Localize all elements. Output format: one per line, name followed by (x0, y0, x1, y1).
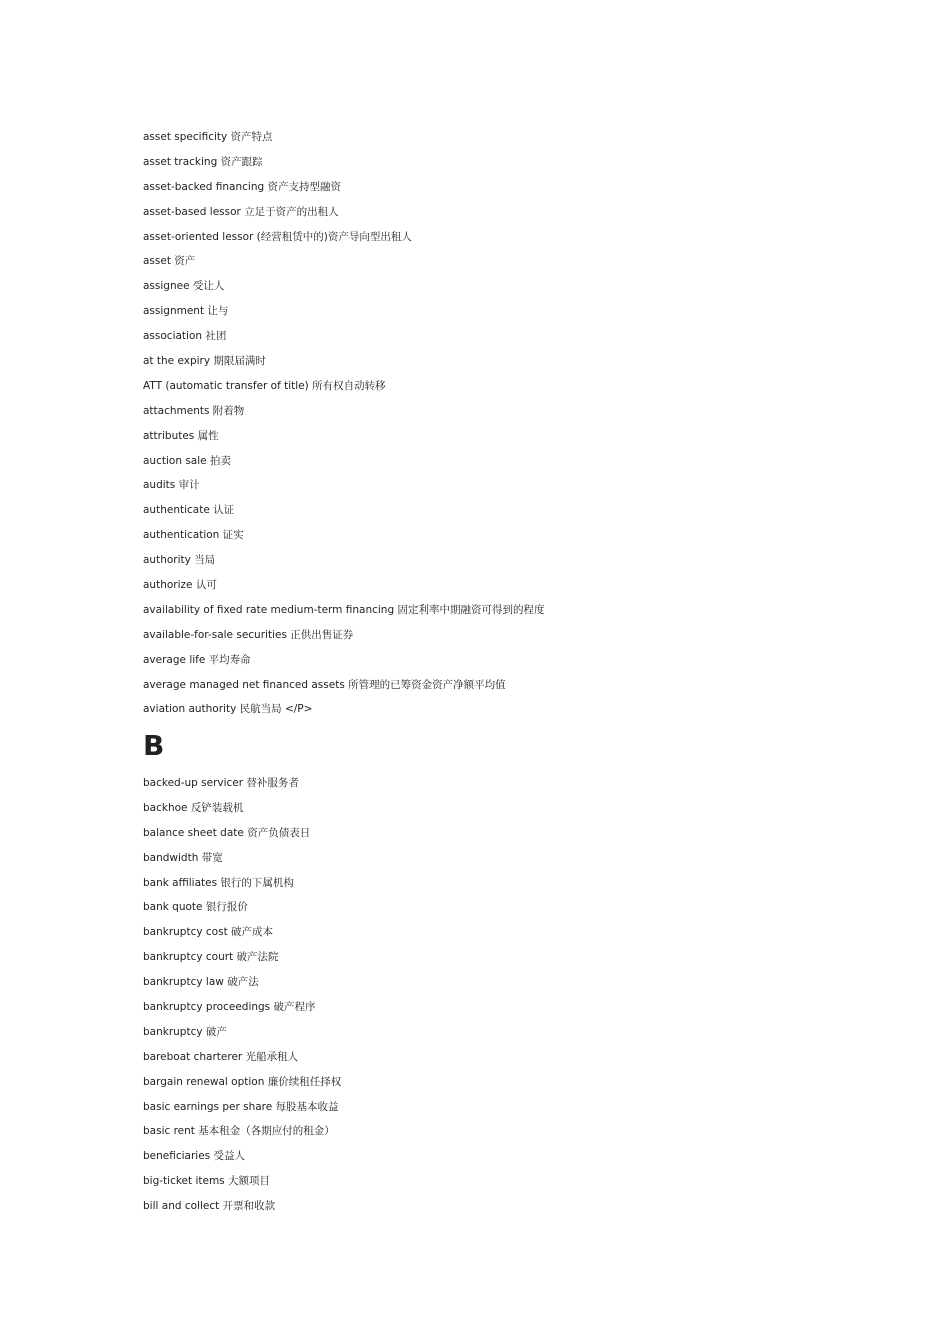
glossary-entry: authenticate 认证 (143, 504, 235, 517)
glossary-entry: available-for-sale securities 正供出售证券 (143, 628, 354, 641)
section-heading-b: B (143, 729, 165, 762)
glossary-entry: attributes 属性 (143, 429, 219, 442)
glossary-entry: asset-oriented lessor (经营租赁中的)资产导向型出租人 (143, 230, 412, 243)
glossary-entry: basic rent 基本租金（各期应付的租金） (143, 1125, 335, 1138)
glossary-entry: assignee 受让人 (143, 280, 225, 293)
glossary-entry: bankruptcy law 破产法 (143, 976, 259, 989)
glossary-entry: bank quote 银行报价 (143, 901, 248, 914)
glossary-entry: asset 资产 (143, 255, 196, 268)
glossary-entry: average managed net financed assets 所管理的已筹资金资产净额平均值 (143, 678, 506, 691)
glossary-entry: balance sheet date 资产负债表日 (143, 826, 311, 839)
glossary-entry: bank affiliates 银行的下属机构 (143, 876, 294, 889)
glossary-entry: bankruptcy proceedings 破产程序 (143, 1001, 316, 1014)
glossary-entry: bankruptcy 破产 (143, 1025, 227, 1038)
glossary-entry: aviation authority 民航当局 </P> (143, 703, 313, 716)
glossary-entry: beneficiaries 受益人 (143, 1150, 245, 1163)
glossary-entry: assignment 让与 (143, 305, 229, 318)
glossary-entry: authorize 认可 (143, 579, 217, 592)
glossary-entry: asset tracking 资产跟踪 (143, 155, 263, 168)
glossary-entry: ATT (automatic transfer of title) 所有权自动转移 (143, 379, 386, 392)
glossary-entry: audits 审计 (143, 479, 200, 492)
glossary-entry: association 社团 (143, 330, 227, 343)
glossary-entry: bargain renewal option 廉价续租任择权 (143, 1075, 342, 1088)
glossary-entry: backhoe 反铲装载机 (143, 801, 244, 814)
glossary-entry: bandwidth 带宽 (143, 851, 223, 864)
glossary-entry: average life 平均寿命 (143, 653, 251, 666)
glossary-entry: at the expiry 期限届满时 (143, 355, 266, 368)
glossary-entry: authentication 证实 (143, 529, 244, 542)
glossary-entry: big-ticket items 大额项目 (143, 1175, 270, 1188)
section-a-entries (143, 125, 544, 722)
glossary-entry: bill and collect 开票和收款 (143, 1200, 276, 1213)
glossary-entry: attachments 附着物 (143, 404, 245, 417)
glossary-entry: authority 当局 (143, 554, 216, 567)
glossary-entry: bankruptcy cost 破产成本 (143, 926, 274, 939)
glossary-entry: availability of fixed rate medium-term financing 固定利率中期融资可得到的程度 (143, 603, 545, 616)
glossary-entry: backed-up servicer 替补服务者 (143, 777, 299, 789)
glossary-entry: asset specificity 资产特点 (143, 131, 273, 143)
section-b-entries (143, 771, 341, 1219)
glossary-entry: auction sale 拍卖 (143, 454, 231, 467)
glossary-entry: asset-backed financing 资产支持型融资 (143, 180, 341, 193)
glossary-entry: asset-based lessor 立足于资产的出租人 (143, 205, 339, 218)
glossary-entry: basic earnings per share 每股基本收益 (143, 1100, 339, 1113)
glossary-entry: bankruptcy court 破产法院 (143, 951, 279, 964)
glossary-entry: bareboat charterer 光船承租人 (143, 1050, 299, 1063)
